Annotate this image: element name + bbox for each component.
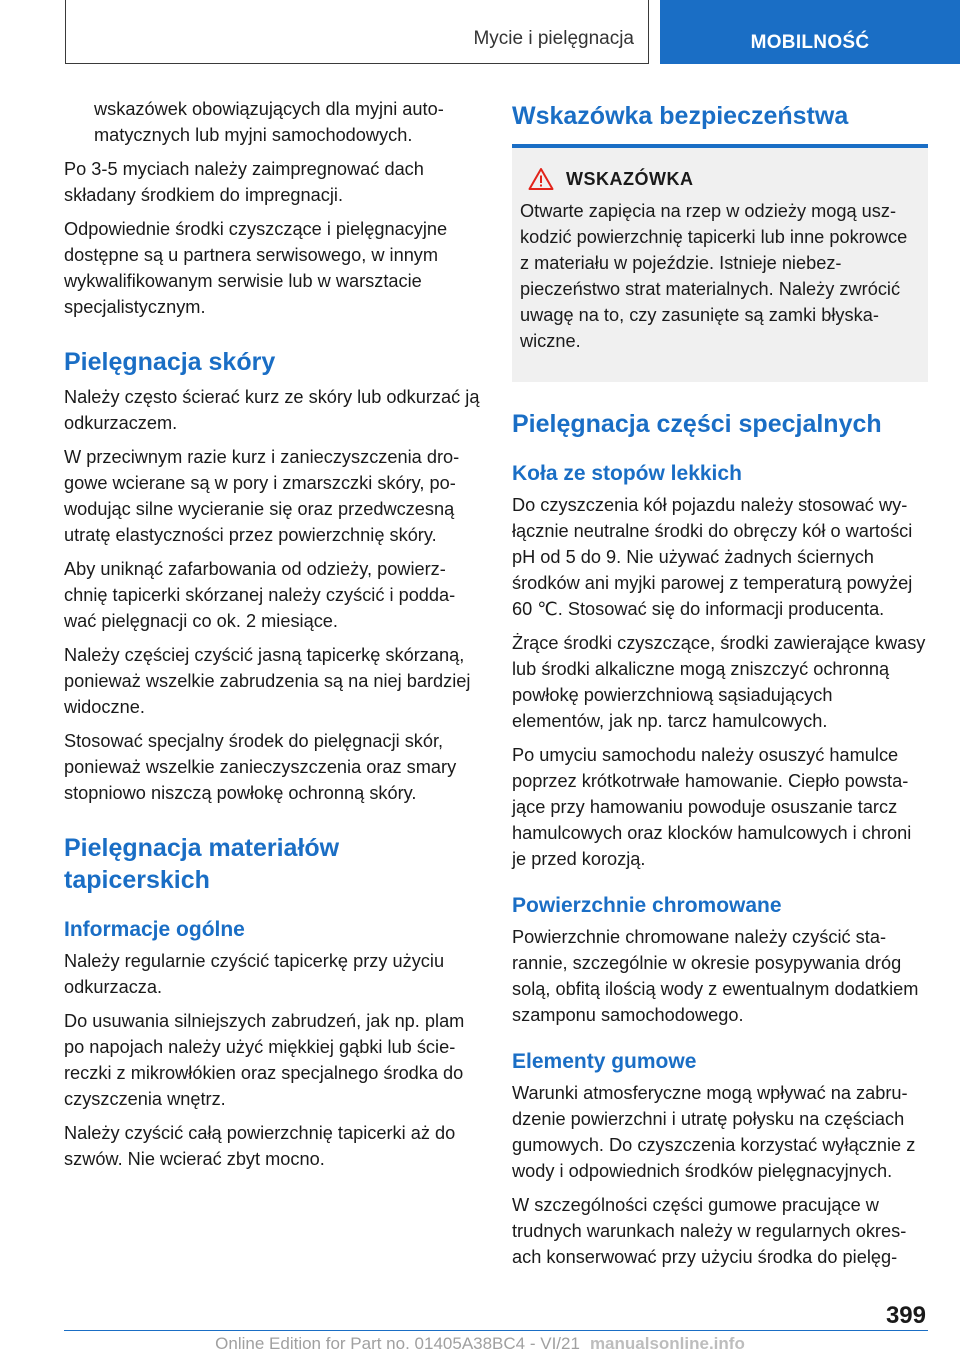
heading-special-parts: Pielęgnacja części specjalnych (512, 410, 882, 438)
warning-box (512, 148, 928, 382)
paragraph: W szczególności części gumowe pracujące w trudnych warunkach należy w regularnych okresach konserwować przy użyciu środka do pielęg- (512, 1195, 907, 1267)
heading-safety-note: Wskazówka bezpieczeństwa (512, 102, 849, 130)
header-frame (65, 0, 649, 64)
paragraph: Odpowiednie środki czyszczące i pielęgnacyjne dostępne są u partnera serwisowego, w innym wykwalifikowanym serwisie lub w warsztacie specjalistycznym. (64, 219, 448, 317)
paragraph: Powierzchnie chromowane należy czyścić starannie, szczególnie w okresie posypywania dróg solą, obfitą ilością wody z ewentualnym dodatkiem szamponu samochodowego. (512, 927, 919, 1025)
heading-chrome-surfaces: Powierzchnie chromowane (512, 894, 782, 917)
paragraph: Należy czyścić całą powierzchnię tapicerki aż do szwów. Nie wcierać zbyt mocno. (64, 1123, 456, 1169)
warning-triangle-icon (528, 167, 554, 191)
heading-alloy-wheels: Koła ze stopów lekkich (512, 462, 742, 485)
footer-edition: Online Edition for Part no. 01405A38BC4 - VI/21 (215, 1334, 580, 1353)
heading-upholstery-care: Pielęgnacja materiałów tapicerskich (64, 834, 340, 894)
paragraph: W przeciwnym razie kurz i zanieczyszczenia drogowe wcierane są w pory i zmarszczki skóry, powodując silne wycieranie się oraz przedwczesną utratę elastyczności przez powierzchnię skóry. (64, 447, 460, 545)
right-column (512, 100, 928, 1278)
paragraph: Po 3-5 myciach należy zaimpregnować dach składany środkiem do impregnacji. (64, 159, 424, 205)
heading-rubber-parts: Elementy gumowe (512, 1050, 697, 1073)
paragraph: Do usuwania silniejszych zabrudzeń, jak np. plam po napojach należy użyć miękkiej gąbki lub ściereczki z mikrowłókien oraz specjalnego środka do czyszczenia wnętrz. (64, 1011, 465, 1109)
warning-text: Otwarte zapięcia na rzep w odzieży mogą uszkodzić powierzchnię tapicerki lub inne pokrowce z materiału w pojeździe. Istnieje niebezpieczeństwo strat materialnych. Należy zwrócić uwagę na to, czy zasunięte są zamki błyskawiczne. (520, 201, 908, 351)
footer (0, 1334, 960, 1354)
heading-general-info: Informacje ogólne (64, 918, 245, 941)
page-number: 399 (885, 1302, 926, 1329)
paragraph: Należy często ścierać kurz ze skóry lub odkurzać ją odkurzaczem. (64, 387, 480, 433)
paragraph: Do czyszczenia kół pojazdu należy stosować wyłącznie neutralne środki do obręczy kół o wartości pH od 5 do 9. Nie używać żadnych ściernych środków ani myjki parowej z temperaturą powyżej 60 ℃. Stosować się do informacji producenta. (512, 495, 913, 619)
warning-label: WSKAZÓWKA (566, 169, 694, 189)
header-section-title: Mycie i pielęgnacja (473, 28, 634, 49)
footer-brand-watermark[interactable]: manualsonline.info (589, 1334, 745, 1353)
footer-divider (64, 1330, 928, 1331)
paragraph: wskazówek obowiązujących dla myjni automatycznych lub myjni samochodowych. (94, 99, 444, 145)
paragraph: Po umyciu samochodu należy osuszyć hamulce poprzez krótkotrwałe hamowanie. Ciepło powstające przy hamowaniu powoduje osuszanie tarcz hamulcowych oraz klocków hamulcowych i chroni je przed korozją. (512, 745, 912, 869)
paragraph: Należy regularnie czyścić tapicerkę przy użyciu odkurzacza. (64, 951, 445, 997)
heading-leather-care: Pielęgnacja skóry (64, 348, 276, 376)
paragraph: Warunki atmosferyczne mogą wpływać na zabrudzenie powierzchni i utratę połysku na częściach gumowych. Do czyszczenia korzystać wyłącznie z wody i odpowiednich środków pielęgnacyjnych. (512, 1083, 916, 1181)
warning-header (520, 166, 920, 192)
paragraph: Żrące środki czyszczące, środki zawierające kwasy lub środki alkaliczne mogą zniszczyć ochronną powłokę powierzchniową sąsiadujących elementów, jak np. tarcz hamulcowych. (512, 633, 926, 731)
header-chapter-tab[interactable]: MOBILNOŚĆ (660, 0, 960, 64)
paragraph: Należy częściej czyścić jasną tapicerkę skórzaną, ponieważ wszelkie zabrudzenia są na niej bardziej widoczne. (64, 645, 471, 717)
paragraph: Aby uniknąć zafarbowania od odzieży, powierzchnię tapicerki skórzanej należy czyścić i poddawać pielęgnacji co ok. 2 miesiące. (64, 559, 456, 631)
left-column (64, 96, 480, 1180)
paragraph: Stosować specjalny środek do pielęgnacji skór, ponieważ wszelkie zanieczyszczenia oraz smary stopniowo niszczą powłokę ochronną skóry. (64, 731, 457, 803)
